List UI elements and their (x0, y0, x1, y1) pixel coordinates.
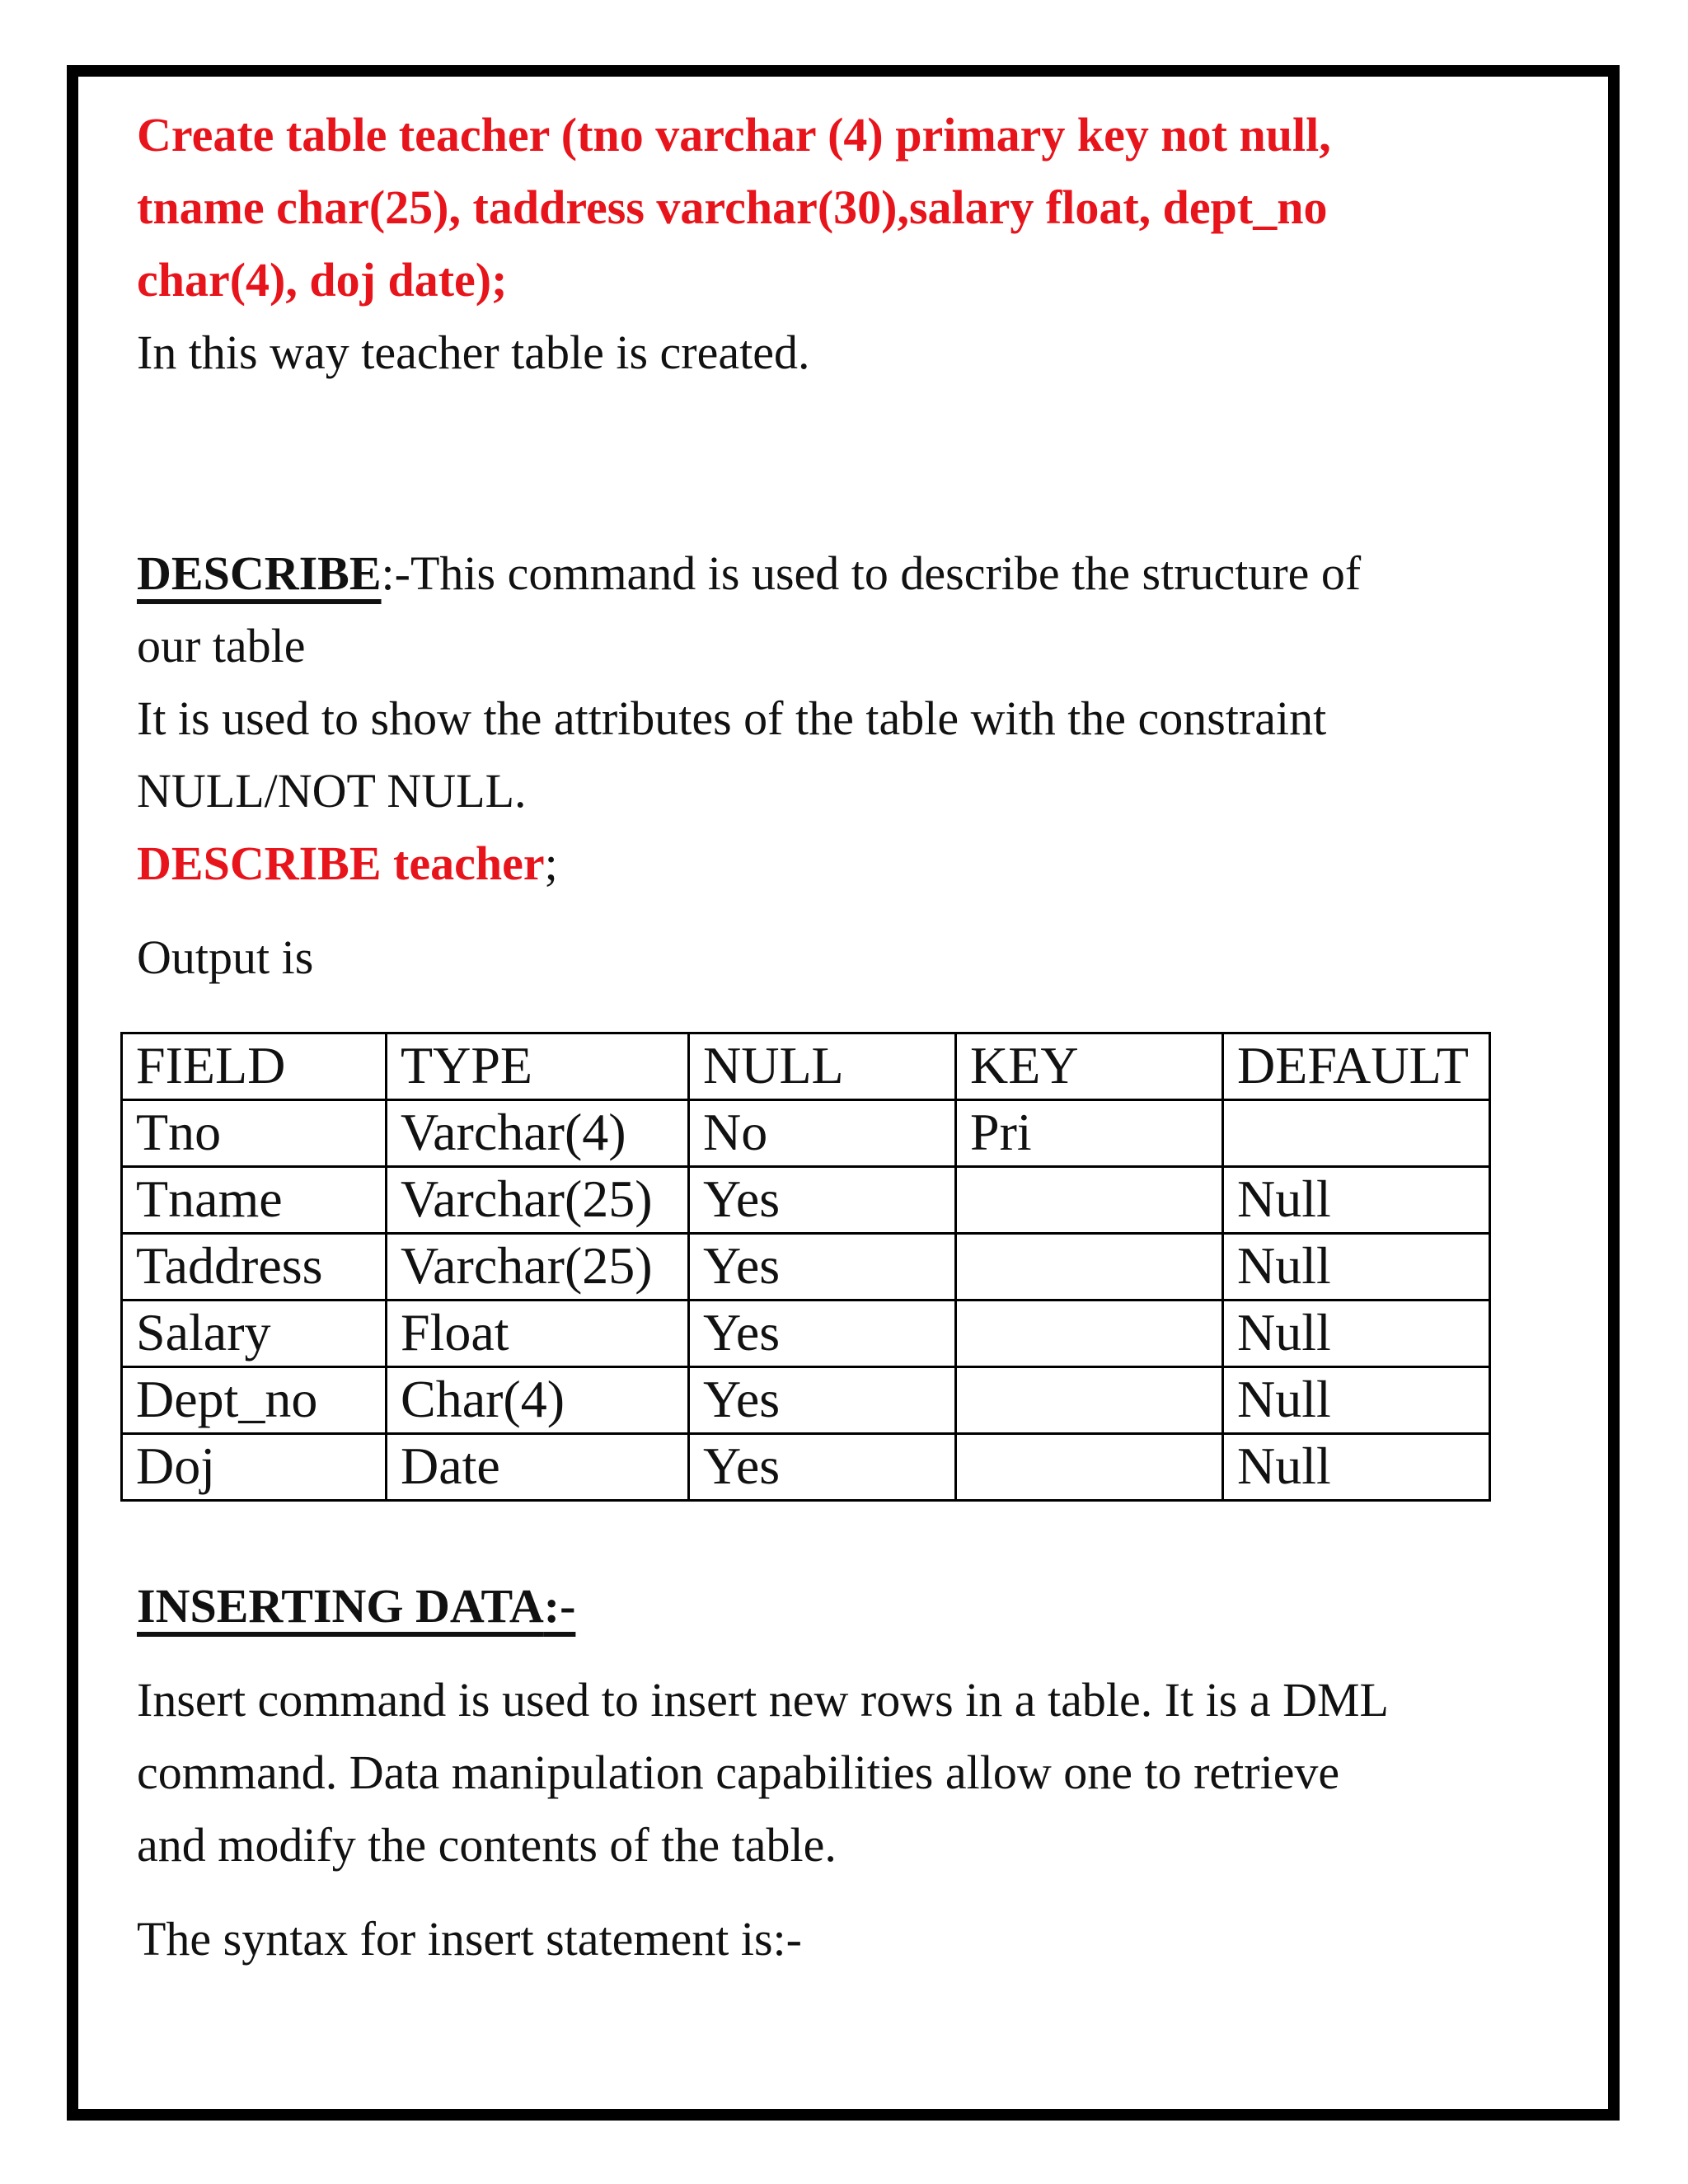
inserting-heading-text: INSERTING DATA (137, 1579, 544, 1633)
cell-default: Null (1223, 1167, 1490, 1234)
describe-definition (137, 537, 1604, 610)
create-sql-line-2: tname char(25), taddress varchar(30),salary float, dept_no (137, 180, 1328, 234)
cell-default: Null (1223, 1434, 1490, 1501)
describe-command (137, 827, 1604, 900)
cell-type: Varchar(25) (387, 1234, 689, 1301)
table-row (122, 1100, 1490, 1167)
describe-output-table (120, 1032, 1491, 1502)
create-note: In this way teacher table is created. (137, 326, 810, 379)
cell-key (956, 1301, 1223, 1367)
output-label: Output is (137, 930, 314, 984)
describe-command-semicolon: ; (544, 837, 558, 890)
table-row (122, 1434, 1490, 1501)
header-type: TYPE (387, 1033, 689, 1100)
cell-field: Dept_no (122, 1367, 387, 1434)
create-sql-line-3: char(4), doj date); (137, 253, 508, 307)
cell-null: Yes (689, 1301, 956, 1367)
cell-field: Salary (122, 1301, 387, 1367)
spacer (137, 1882, 1604, 1903)
spacer (137, 389, 1604, 537)
cell-null: Yes (689, 1434, 956, 1501)
header-null: NULL (689, 1033, 956, 1100)
header-field: FIELD (122, 1033, 387, 1100)
describe-usage-line-2: NULL/NOT NULL. (137, 764, 527, 818)
inserting-heading (137, 1579, 575, 1633)
table-row (122, 1167, 1490, 1234)
cell-type: Varchar(25) (387, 1167, 689, 1234)
cell-type: Float (387, 1301, 689, 1367)
inserting-heading-line (137, 1570, 1604, 1643)
inserting-paragraph-line-3: and modify the contents of the table. (137, 1818, 837, 1872)
cell-type: Varchar(4) (387, 1100, 689, 1167)
cell-field: Tno (122, 1100, 387, 1167)
cell-null: Yes (689, 1367, 956, 1434)
header-key: KEY (956, 1033, 1223, 1100)
cell-key (956, 1434, 1223, 1501)
cell-default: Null (1223, 1234, 1490, 1301)
cell-field: Taddress (122, 1234, 387, 1301)
cell-key (956, 1234, 1223, 1301)
cell-field: Doj (122, 1434, 387, 1501)
inserting-heading-suffix: :- (543, 1579, 576, 1633)
spacer (137, 1643, 1604, 1664)
inserting-section (137, 1570, 1604, 1975)
syntax-intro: The syntax for insert statement is:- (137, 1912, 802, 1966)
header-default: DEFAULT (1223, 1033, 1490, 1100)
cell-type: Date (387, 1434, 689, 1501)
cell-default: Null (1223, 1301, 1490, 1367)
cell-null: No (689, 1100, 956, 1167)
inserting-paragraph-line-2: command. Data manipulation capabilities allow one to retrieve (137, 1746, 1340, 1799)
describe-usage-line-1: It is used to show the attributes of the table with the constraint (137, 691, 1327, 745)
cell-default (1223, 1100, 1490, 1167)
describe-description: :-This command is used to describe the structure of (381, 546, 1362, 600)
create-table-statement (137, 99, 1604, 316)
cell-key (956, 1167, 1223, 1234)
describe-description-line-2: our table (137, 619, 306, 673)
document-body (137, 99, 1604, 994)
spacer (137, 900, 1604, 921)
table-row (122, 1301, 1490, 1367)
cell-key: Pri (956, 1100, 1223, 1167)
describe-heading: DESCRIBE (137, 546, 382, 600)
cell-key (956, 1367, 1223, 1434)
create-sql-line-1: Create table teacher (tno varchar (4) primary key not null, (137, 108, 1331, 162)
table-row (122, 1234, 1490, 1301)
cell-default: Null (1223, 1367, 1490, 1434)
describe-command-text: DESCRIBE teacher (137, 837, 545, 890)
cell-field: Tname (122, 1167, 387, 1234)
inserting-paragraph-line-1: Insert command is used to insert new rows in a table. It is a DML (137, 1673, 1389, 1727)
table-header-row (122, 1033, 1490, 1100)
cell-type: Char(4) (387, 1367, 689, 1434)
cell-null: Yes (689, 1167, 956, 1234)
table-row (122, 1367, 1490, 1434)
cell-null: Yes (689, 1234, 956, 1301)
